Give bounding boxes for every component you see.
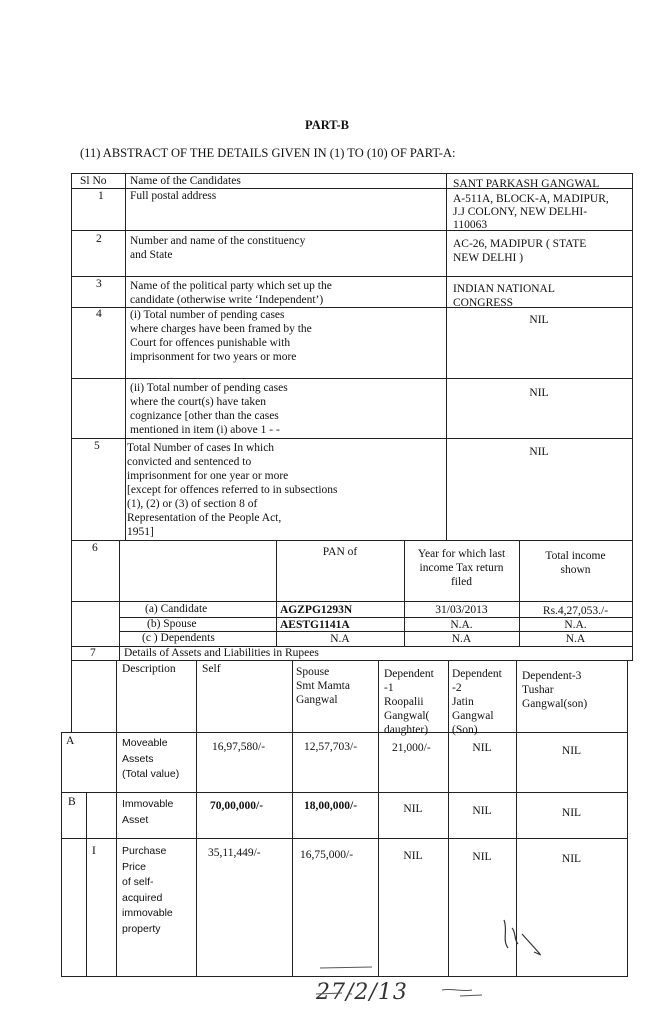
section-subtitle: (11) ABSTRACT OF THE DETAILS GIVEN IN (1) TO (10) OF PART-A: bbox=[80, 146, 456, 160]
row5-sl: 5 bbox=[94, 440, 100, 452]
assets-head-desc: Description bbox=[122, 663, 176, 675]
row5-value: NIL bbox=[529, 446, 549, 458]
row1-label: Full postal address bbox=[130, 190, 217, 202]
tax-row-candidate-label: (a) Candidate bbox=[145, 603, 208, 615]
assets-rowA-spouse: 12,57,703/- bbox=[304, 741, 358, 753]
handwritten-signature-mark bbox=[494, 910, 554, 960]
row1-sl: 1 bbox=[98, 190, 104, 202]
row1-value: A-511A, BLOCK-A, MADIPUR, J.J COLONY, NEW DELHI- 110063 bbox=[453, 193, 609, 231]
tax-row-candidate-income: Rs.4,27,053./- bbox=[542, 605, 609, 617]
tax-row-spouse-income: N.A. bbox=[564, 619, 587, 631]
tax-row-spouse-label: (b) Spouse bbox=[147, 618, 197, 630]
assets-head-spouse: Spouse Smt Mamta Gangwal bbox=[296, 666, 350, 706]
assets-rowB-self: 70,00,000/- bbox=[210, 800, 264, 812]
assets-rowI-self: 35,11,449/- bbox=[208, 847, 261, 859]
row6-sl: 6 bbox=[92, 542, 98, 554]
row7-sl: 7 bbox=[90, 647, 96, 659]
assets-rowI-desc: Purchase Price of self- acquired immovable property bbox=[122, 845, 173, 935]
assets-rowB-id: B bbox=[68, 796, 76, 808]
assets-rowA-dep1: 21,000/- bbox=[392, 742, 431, 754]
tax-row-dependents-income: N.A bbox=[565, 633, 586, 645]
assets-rowB-dep3: NIL bbox=[561, 807, 582, 819]
tax-head-income: Total income shown bbox=[545, 550, 606, 576]
assets-rowA-dep2: NIL bbox=[472, 742, 492, 754]
assets-rowI-id: I bbox=[92, 845, 96, 857]
tax-row-candidate-pan: AGZPG1293N bbox=[280, 604, 353, 616]
tax-head-pan: PAN of bbox=[322, 546, 358, 558]
assets-rowB-spouse: 18,00,000/- bbox=[304, 800, 358, 812]
row4b-value: NIL bbox=[529, 387, 549, 399]
tax-row-dependents-label: (c ) Dependents bbox=[142, 632, 215, 644]
assets-title: Details of Assets and Liabilities in Rupees bbox=[124, 647, 319, 659]
assets-head-dep2: Dependent -2 Jatin Gangwal (Son) bbox=[452, 668, 502, 736]
row3-value: INDIAN NATIONAL CONGRESS bbox=[453, 283, 555, 309]
assets-rowA-self: 16,97,580/- bbox=[212, 741, 266, 753]
row4a-value: NIL bbox=[529, 314, 549, 326]
handwritten-date: 27/2/13 bbox=[316, 980, 408, 1005]
assets-head-dep1: Dependent -1 Roopalii Gangwal( daughter) bbox=[384, 668, 434, 736]
tax-row-dependents-year: N.A bbox=[451, 633, 472, 645]
tax-head-year: Year for which last income Tax return filed bbox=[417, 548, 506, 588]
assets-head-dep3: Dependent-3 Tushar Gangwal(son) bbox=[522, 670, 588, 710]
assets-rowB-dep1: NIL bbox=[403, 803, 423, 815]
assets-rowA-desc: Moveable Assets (Total value) bbox=[122, 737, 180, 780]
row4b-label: (ii) Total number of pending cases where the court(s) have taken cognizance [other than the cases mentioned in item (i) above 1 - - bbox=[130, 382, 288, 436]
row5-label: Total Number of cases In which convicted and sentenced to imprisonment for one year or more [except for offences referred to in subsections (1), (2) or (3) of section 8 of Representation of the People Act, 1951] bbox=[127, 442, 338, 538]
row4-sl: 4 bbox=[96, 308, 102, 320]
page-title: PART-B bbox=[304, 118, 349, 132]
tax-row-spouse-year: N.A. bbox=[450, 619, 473, 631]
tax-row-candidate-year: 31/03/2013 bbox=[435, 604, 488, 616]
row2-value: AC-26, MADIPUR ( STATE NEW DELHI ) bbox=[453, 238, 587, 264]
assets-rowI-dep3: NIL bbox=[561, 853, 582, 865]
tax-row-dependents-pan: N.A bbox=[330, 633, 350, 645]
header-sl: Sl No bbox=[80, 175, 107, 187]
tax-row-spouse-pan: AESTG1141A bbox=[280, 619, 350, 631]
assets-rowI-dep2: NIL bbox=[472, 851, 492, 863]
handwritten-scribble bbox=[312, 960, 492, 1000]
assets-rowB-dep2: NIL bbox=[472, 805, 492, 817]
row2-sl: 2 bbox=[96, 233, 102, 245]
row2-label: Number and name of the constituency and State bbox=[130, 235, 306, 261]
assets-head-self: Self bbox=[202, 663, 221, 675]
assets-rowI-dep1: NIL bbox=[403, 850, 423, 862]
row3-sl: 3 bbox=[96, 278, 102, 290]
assets-rowB-desc: Immovable Asset bbox=[122, 798, 174, 826]
row4a-label: (i) Total number of pending cases where charges have been framed by the Court for offences punishable with imprisonment for two years or more bbox=[130, 309, 312, 363]
header-name-value: SANT PARKASH GANGWAL bbox=[453, 178, 600, 190]
assets-rowA-id: A bbox=[66, 735, 75, 747]
assets-rowI-spouse: 16,75,000/- bbox=[300, 849, 354, 861]
header-name-label: Name of the Candidates bbox=[130, 175, 241, 187]
assets-rowA-dep3: NIL bbox=[561, 745, 582, 757]
row3-label: Name of the political party which set up the candidate (otherwise write ‘Independent’) bbox=[130, 280, 332, 306]
